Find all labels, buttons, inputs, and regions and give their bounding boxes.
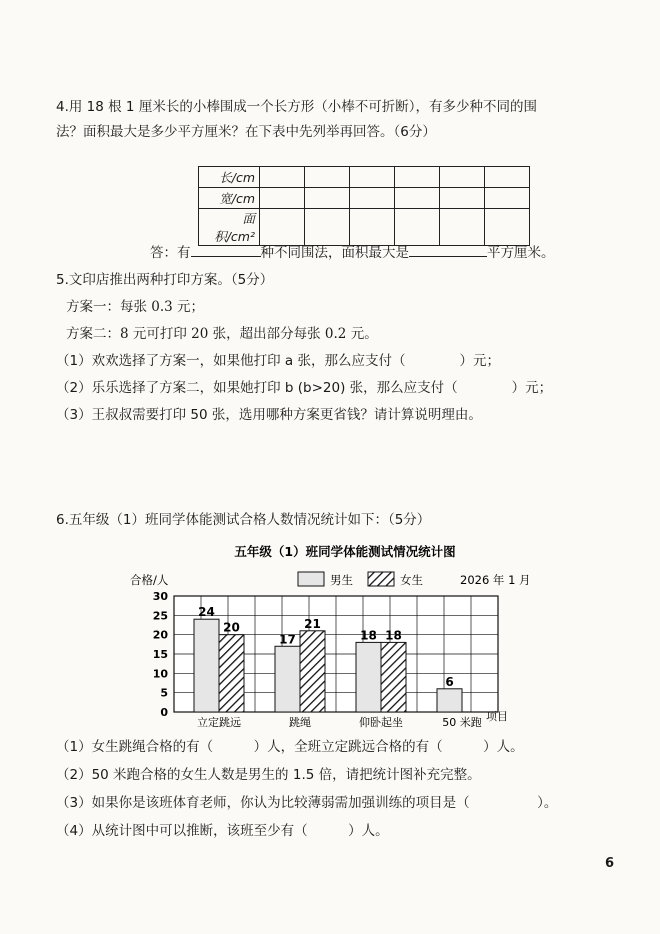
q4-cell[interactable] bbox=[395, 188, 440, 209]
bar-value-label: 21 bbox=[304, 616, 321, 631]
q4-cell[interactable] bbox=[395, 209, 440, 246]
q5-sub1: （1）欢欢选择了方案一，如果他打印 a 张，那么应支付（ ）元； bbox=[56, 353, 500, 369]
chart-title: 五年级（1）班同学体能测试情况统计图 bbox=[234, 544, 456, 559]
bar-boys bbox=[275, 646, 300, 712]
bar-value-label: 20 bbox=[223, 620, 240, 635]
q4-cell[interactable] bbox=[260, 167, 305, 188]
q4-cell[interactable] bbox=[350, 209, 395, 246]
y-tick-label: 30 bbox=[152, 590, 168, 603]
q5-plan1: 方案一：每张 0.3 元； bbox=[66, 299, 205, 315]
q4-cell[interactable] bbox=[350, 167, 395, 188]
q4-blank-area[interactable] bbox=[409, 242, 487, 257]
legend-swatch-girls bbox=[368, 572, 394, 586]
q6-title: 6.五年级（1）班同学体能测试合格人数情况统计如下：（5分） bbox=[56, 512, 431, 528]
q4-answer-mid: 种不同围法，面积最大是 bbox=[260, 245, 409, 261]
q4-line1: 4.用 18 根 1 厘米长的小棒围成一个长方形（小棒不可折断），有多少种不同的围 bbox=[56, 99, 538, 115]
q4-cell[interactable] bbox=[305, 188, 350, 209]
q4-cell[interactable] bbox=[440, 167, 485, 188]
q4-table bbox=[198, 166, 530, 246]
q4-cell[interactable] bbox=[305, 209, 350, 246]
y-tick-label: 10 bbox=[152, 667, 168, 681]
q4-cell[interactable] bbox=[395, 167, 440, 188]
q6-sub2: （2）50 米跑合格的女生人数是男生的 1.5 倍，请把统计图补充完整。 bbox=[56, 767, 481, 783]
q4-answer bbox=[150, 242, 555, 263]
q4-cell[interactable] bbox=[485, 209, 530, 246]
q6-sub4: （4）从统计图中可以推断，该班至少有（ ）人。 bbox=[56, 823, 389, 839]
y-tick-label: 25 bbox=[152, 609, 168, 623]
x-category-label: 立定跳远 bbox=[197, 716, 241, 729]
q5-title: 5.文印店推出两种打印方案。（5分） bbox=[56, 272, 274, 288]
legend-swatch-boys bbox=[298, 572, 324, 586]
q4-cell[interactable] bbox=[485, 167, 530, 188]
bar-boys bbox=[356, 642, 381, 712]
bar-boys bbox=[194, 619, 219, 712]
q4-cell[interactable] bbox=[260, 188, 305, 209]
bar-girls bbox=[381, 642, 406, 712]
page-number: 6 bbox=[604, 856, 614, 871]
legend-label-boys: 男生 bbox=[330, 573, 353, 587]
q4-answer-suffix: 平方厘米。 bbox=[487, 245, 555, 261]
y-tick-label: 20 bbox=[152, 628, 168, 642]
chart-ylabel: 合格/人 bbox=[130, 573, 169, 587]
x-category-label: 仰卧起坐 bbox=[359, 716, 403, 729]
y-tick-label: 0 bbox=[160, 706, 168, 719]
y-tick-label: 15 bbox=[152, 648, 168, 661]
q4-line2: 法？面积最大是多少平方厘米？在下表中先列举再回答。（6分） bbox=[56, 124, 436, 140]
bar-value-label: 6 bbox=[445, 674, 454, 689]
q4-cell[interactable] bbox=[440, 188, 485, 209]
legend-label-girls: 女生 bbox=[400, 573, 423, 587]
chart-date: 2026 年 1 月 bbox=[460, 573, 530, 587]
bar-girls bbox=[300, 631, 325, 712]
q4-blank-count[interactable] bbox=[191, 242, 261, 257]
bar-value-label: 17 bbox=[279, 632, 296, 647]
q6-sub1: （1）女生跳绳合格的有（ ）人，全班立定跳远合格的有（ ）人。 bbox=[56, 739, 524, 755]
q6-sub3: （3）如果你是该班体育老师，你认为比较薄弱需加强训练的项目是（ ）。 bbox=[56, 795, 558, 811]
x-category-label: 50 米跑 bbox=[442, 716, 482, 729]
q4-answer-prefix: 答：有 bbox=[150, 245, 191, 261]
bar-value-label: 18 bbox=[360, 628, 377, 643]
q4-row-label: 宽/cm bbox=[199, 188, 260, 209]
y-tick-label: 5 bbox=[160, 686, 168, 700]
chart-xlabel: 项目 bbox=[486, 710, 508, 723]
q4-cell[interactable] bbox=[350, 188, 395, 209]
q5-plan2: 方案二：8 元可打印 20 张，超出部分每张 0.2 元。 bbox=[66, 326, 378, 342]
q5-sub3: （3）王叔叔需要打印 50 张，选用哪种方案更省钱？请计算说明理由。 bbox=[56, 407, 482, 423]
q4-cell[interactable] bbox=[440, 209, 485, 246]
q4-row-label: 面积/cm² bbox=[199, 209, 260, 246]
q4-cell[interactable] bbox=[260, 209, 305, 246]
bar-value-label: 18 bbox=[385, 628, 402, 643]
bar-girls bbox=[219, 635, 244, 712]
q4-row-label: 长/cm bbox=[199, 167, 260, 188]
bar-value-label: 24 bbox=[198, 605, 215, 620]
bar-boys bbox=[437, 689, 462, 712]
q6-bar-chart bbox=[130, 544, 530, 734]
q4-cell[interactable] bbox=[305, 167, 350, 188]
q4-cell[interactable] bbox=[485, 188, 530, 209]
x-category-label: 跳绳 bbox=[289, 716, 311, 729]
bar-chart-svg bbox=[130, 544, 530, 734]
q5-sub2: （2）乐乐选择了方案二，如果她打印 b (b>20) 张，那么应支付（ ）元； bbox=[56, 380, 553, 396]
